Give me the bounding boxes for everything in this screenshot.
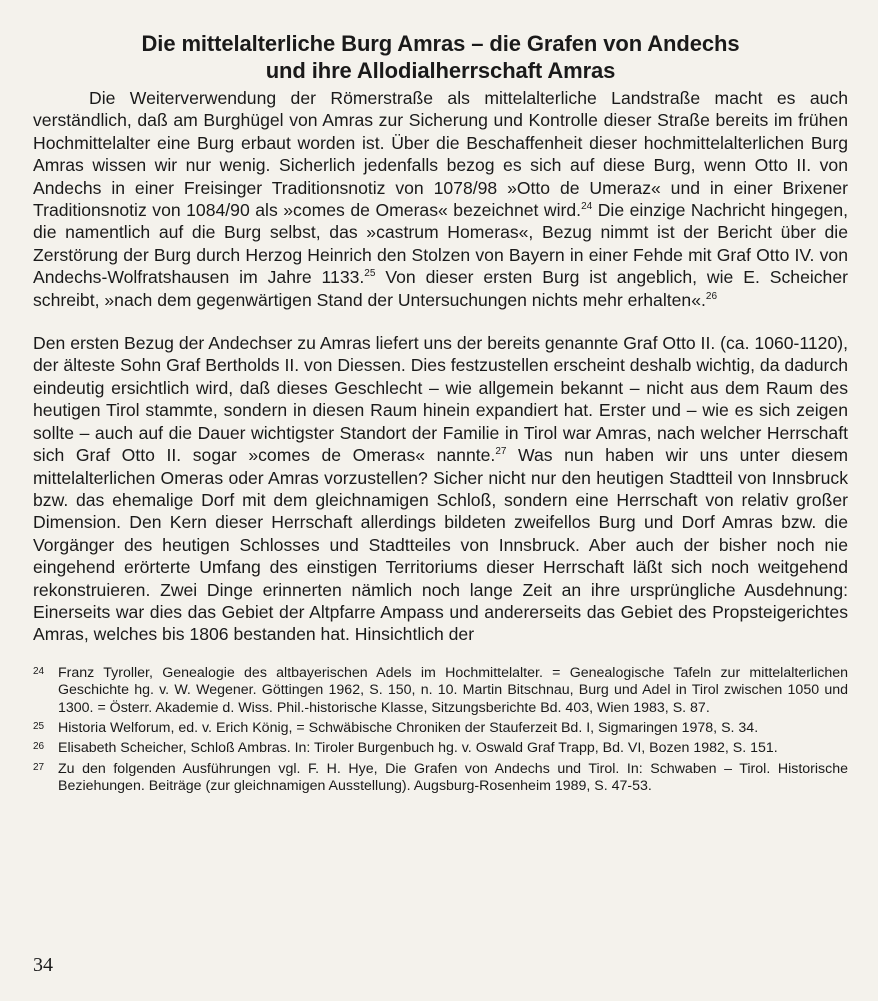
footnotes [33,665,848,796]
footnote-number: 24 [33,665,45,677]
footnote-ref-27: 27 [495,446,507,458]
footnote-24 [33,665,848,717]
paragraph-2-text-a: Den ersten Bezug der Andechser zu Amras liefert uns der bereits genannte Graf Otto II. (ca. 1060-1120), der älteste Sohn Graf Bertholds II. von Diessen. Dies festzustellen erscheint deshalb wichtig, da dadurch eindeutig ersichtlich wird, daß dieses Geschlecht – wie allgemein bekannt – nicht aus dem Raum des heutigen Tirol stammte, sondern in diesen Raum hinein expandiert hat. Erster und – wie es sich zeigen sollte – auch auf die Dauer wichtigster Standort der Familie in Tirol war Amras, nach welcher Herrschaft sich Graf Otto II. sogar »comes de Omeras« nannte. [33,333,848,466]
page-number: 34 [33,954,53,976]
footnote-text: Franz Tyroller, Genealogie des altbayerischen Adels im Hochmittelalter. = Genealogische Tafeln zur mittelalterlichen Geschichte hg. v. W. Wegener. Göttingen 1962, S. 150, n. 10. Martin Bitschnau, Burg und Adel in Tirol zwischen 1050 und 1300. = Österr. Akademie d. Wiss. Phil.-historische Klasse, Sitzungsberichte Bd. 403, Wien 1983, S. 87. [58,664,848,716]
paragraph-1-text-c: Von dieser ersten Burg ist angeblich, wie E. Scheicher schreibt, »nach dem gegenwärtigen Stand der Untersuchungen nichts mehr erhalten«. [33,267,848,310]
footnote-25 [33,720,848,737]
chapter-title [33,30,848,84]
footnote-26 [33,740,848,757]
paragraph-1-text-a: Die Weiterverwendung der Römerstraße als mittelalterliche Landstraße macht es auch verständlich, daß am Burghügel von Amras zur Sicherung und Kontrolle dieser Straße bereits im frühen Hochmittelalter eine Burg erbaut worden ist. Über die Beschaffenheit dieser hochmittelalterlichen Burg Amras wissen wir nur wenig. Sicherlich jedenfalls bezog es sich auf diese Burg, wenn Otto II. von Andechs in einer Freisinger Traditionsnotiz von 1078/98 »Otto de Umeraz« und in einer Brixener Traditionsnotiz von 1084/90 als »comes de Omeras« bezeichnet wird. [33,88,848,221]
footnote-ref-26: 26 [705,290,718,302]
footnote-text: Elisabeth Scheicher, Schloß Ambras. In: Tiroler Burgenbuch hg. v. Oswald Graf Trapp, Bd. VI, Bozen 1982, S. 151. [58,740,778,757]
footnote-number: 27 [33,761,45,773]
footnote-text: Historia Welforum, ed. v. Erich König, = Schwäbische Chroniken der Stauferzeit Bd. I, Sigmaringen 1978, S. 34. [58,719,759,736]
title-line-2: und ihre Allodialherrschaft Amras [265,58,616,83]
footnote-number: 26 [33,741,45,753]
paragraph-2 [33,332,848,646]
title-line-1: Die mittelalterliche Burg Amras – die Grafen von Andechs [141,31,740,56]
page-content [33,30,848,799]
footnote-ref-24: 24 [581,201,593,213]
paragraph-2-text-b: Was nun haben wir uns unter diesem mittelalterlichen Omeras oder Amras vorzustellen? Sicher nicht nur den heutigen Stadtteil von Innsbruck bzw. das ehemalige Dorf mit dem gleichnamigen Schloß, sondern eine Herrschaft von relativ großer Dimension. Den Kern dieser Herrschaft allerdings bildeten zweifellos Burg und Dorf Amras bzw. die Vorgänger des heutigen Schlosses und Stadtteiles von Innsbruck. Aber auch der bisher noch nie eingehend erörterte Umfang des einstigen Territoriums dieser Herrschaft läßt sich noch weitgehend rekonstruieren. Zwei Dinge erinnerten nämlich noch lange Zeit an ihre ursprüngliche Ausdehnung: Einerseits war dies das Gebiet der Altpfarre Ampass und andererseits das Gebiet des Propsteigerichtes Amras, welches bis 1806 bestanden hat. Hinsichtlich der [33,445,848,645]
paragraph-1-text-b: Die einzige Nachricht hingegen, die namentlich auf die Burg selbst, das »castrum Homeras«, Bezug nimmt ist der Bericht über die Zerstörung der Burg durch Herzog Heinrich den Stolzen von Bayern in einer Fehde mit Graf Otto IV. von Andechs-Wolfratshausen im Jahre 1133. [33,200,848,288]
footnote-ref-25: 25 [364,268,376,280]
footnote-27 [33,761,848,796]
footnote-number: 25 [33,720,45,732]
paragraph-1 [33,87,848,311]
footnote-text: Zu den folgenden Ausführungen vgl. F. H. Hye, Die Grafen von Andechs und Tirol. In: Schwaben – Tirol. Historische Beziehungen. Beiträge (zur gleichnamigen Ausstellung). Augsburg-Rosenheim 1989, S. 47-53. [58,760,848,795]
